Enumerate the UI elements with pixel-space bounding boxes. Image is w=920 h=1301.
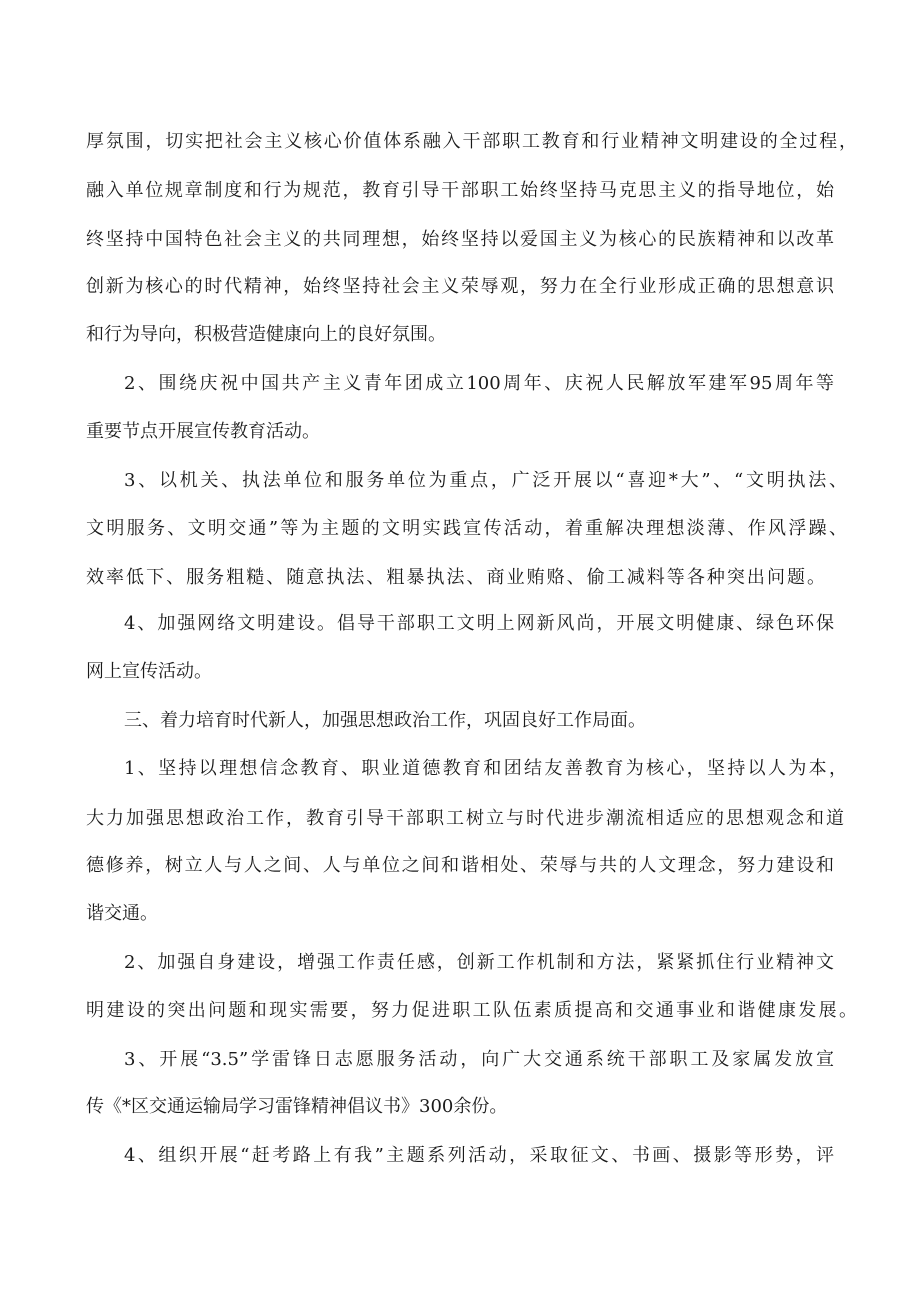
body-line: 谐交通。 [86, 903, 158, 924]
body-line: 网上宣传活动。 [86, 661, 212, 682]
body-line: 融入单位规章制度和行为规范，教育引导干部职工始终坚持马克思主义的指导地位，始 [86, 180, 834, 201]
body-line: 传《*区交通运输局学习雷锋精神倡议书》300余份。 [86, 1096, 508, 1117]
body-line: 3、开展“3.5”学雷锋日志愿服务活动，向广大交通系统干部职工及家属发放宣 [124, 1049, 834, 1070]
body-line: 重要节点开展宣传教育活动。 [86, 421, 320, 442]
body-line: 2、围绕庆祝中国共产主义青年团成立100周年、庆祝人民解放军建军95周年等 [124, 373, 834, 394]
body-line: 德修养，树立人与人之间、人与单位之间和谐相处、荣辱与共的人文理念，努力建设和 [86, 855, 834, 876]
body-line: 终坚持中国特色社会主义的共同理想，始终坚持以爱国主义为核心的民族精神和以改革 [86, 229, 834, 250]
body-line: 文明服务、文明交通”等为主题的文明实践宣传活动，着重解决理想淡薄、作风浮躁、 [86, 518, 847, 539]
body-line: 明建设的突出问题和现实需要，努力促进职工队伍素质提高和交通事业和谐健康发展。 [86, 1000, 857, 1021]
body-line: 大力加强思想政治工作，教育引导干部职工树立与时代进步潮流相适应的思想观念和道 [86, 808, 844, 829]
body-line: 和行为导向，积极营造健康向上的良好氛围。 [86, 324, 446, 345]
section-heading: 三、着力培育时代新人，加强思想政治工作，巩固良好工作局面。 [124, 710, 646, 731]
body-line: 3、以机关、执法单位和服务单位为重点，广泛开展以“喜迎*大”、“文明执法、 [124, 470, 847, 491]
body-line: 效率低下、服务粗糙、随意执法、粗暴执法、商业贿赂、偷工减料等各种突出问题。 [86, 567, 825, 588]
body-line: 4、加强网络文明建设。倡导干部职工文明上网新风尚，开展文明健康、绿色环保 [124, 613, 834, 634]
body-line: 厚氛围，切实把社会主义核心价值体系融入干部职工教育和行业精神文明建设的全过程， [86, 131, 857, 152]
body-line: 2、加强自身建设，增强工作责任感，创新工作机制和方法，紧紧抓住行业精神文 [124, 952, 834, 973]
body-line: 创新为核心的时代精神，始终坚持社会主义荣辱观，努力在全行业形成正确的思想意识 [86, 276, 834, 297]
body-line: 1、坚持以理想信念教育、职业道德教育和团结友善教育为核心，坚持以人为本， [124, 758, 847, 779]
body-line: 4、组织开展“赶考路上有我”主题系列活动，采取征文、书画、摄影等形势，评 [124, 1145, 834, 1166]
